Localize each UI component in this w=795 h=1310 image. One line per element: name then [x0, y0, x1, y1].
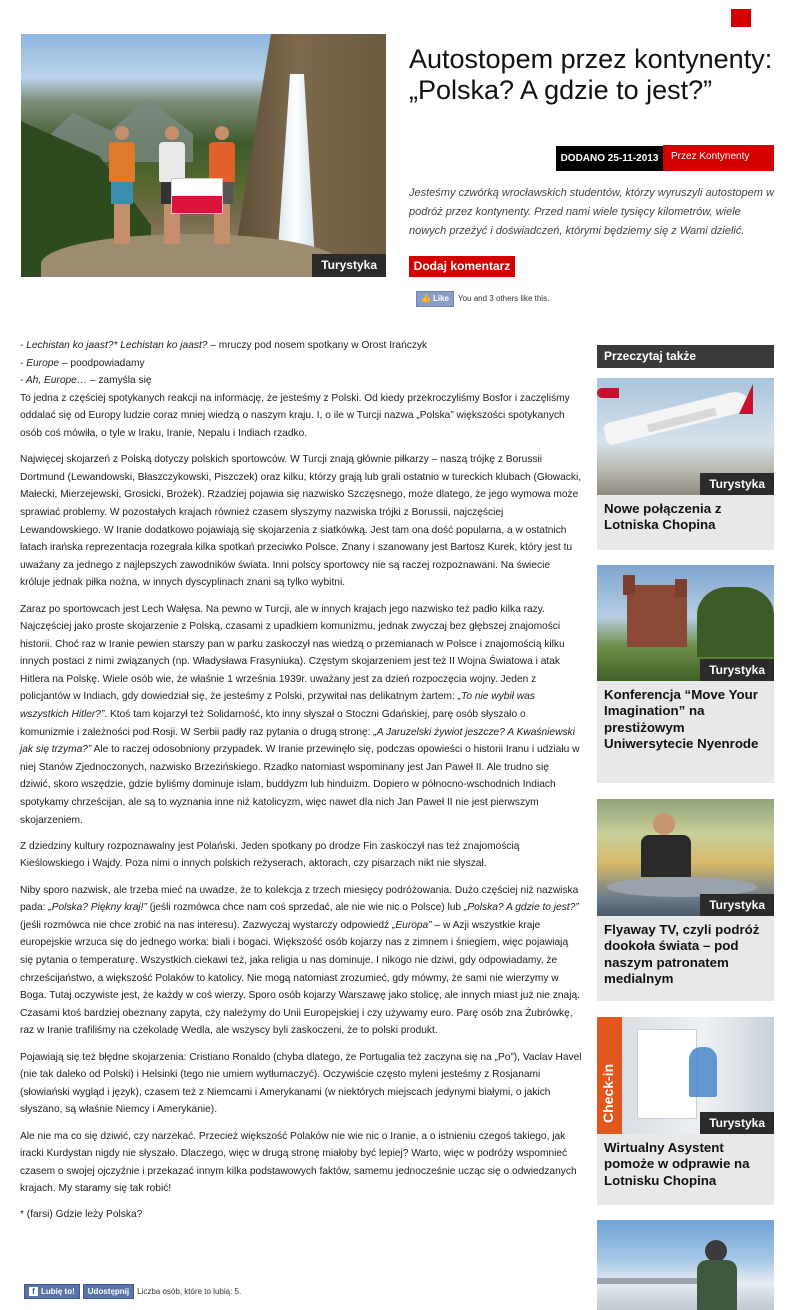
article-paragraph: Pojawiają się też błędne skojarzenia: Cristiano Ronaldo (chyba dlatego, że Portugalia też zaczyna się na „Po”), Vaclav Havel (nie tak daleko od Polski) i Helsinki (tego nie umiem wytłumaczyć). Oczywiście często myleni jesteśmy z Rosjanami (słowiański wygląd i język), czasem też z Niemcami i Amerykanami (w niektórych miejscach jedynymi białymi, o jakich słyszano, są właśnie Niemcy i Amerykanie).	[20, 1051, 582, 1116]
facebook-icon: f	[29, 1287, 38, 1296]
add-comment-button[interactable]: Dodaj komentarz	[409, 256, 515, 277]
sidebar-heading: Przeczytaj także	[597, 345, 774, 368]
related-article-title[interactable]: Flyaway TV, czyli podróż dookoła świata – pod naszym patronatem medialnym	[604, 922, 760, 986]
category-tag[interactable]: Turystyka	[700, 659, 774, 681]
article-hero-image	[21, 34, 386, 277]
airplane-image	[597, 378, 774, 495]
category-tag[interactable]: Turystyka	[700, 473, 774, 495]
category-tag[interactable]: Turystyka	[312, 254, 386, 277]
like-count-text: Liczba osób, które to lubią: 5.	[137, 1287, 242, 1296]
article-title: Autostopem przez kontynenty: „Polska? A gdzie to jest?”	[409, 44, 773, 105]
article-paragraph: Ale nie ma co się dziwić, czy narzekać. Przecież większość Polaków nie wie nic o Iranie, a o istnieniu czegoś takiego, jak iracki Kurdystan nigdy nie słyszało. Dlaczego, więc w drugą stronę miałoby być lepiej? Warto, więc w podróży wspomnieć czasem o swojej ojczyźnie i przekazać innym kilka podstawowych faktów, samemu jednocześnie ucząc się o odwiedzanych krajach. My staramy się tak robić!	[20, 1130, 577, 1195]
related-article-card[interactable]	[597, 378, 774, 550]
related-article-card[interactable]	[597, 799, 774, 1001]
traveler-figure	[109, 126, 135, 246]
category-tag[interactable]: Turystyka	[700, 1112, 774, 1134]
facebook-like-box	[416, 291, 549, 306]
article-paragraph: Najwięcej skojarzeń z Polską dotyczy polskich sportowców. W Turcji znają głównie piłkarzy – naszą trójkę z Borussii Dortmund (Lewandowski, Błaszczykowski, Piszczek) oraz kilku, którzy grają lub grali ostatnio w tureckich klubach (Głowacki, Małecki, Mierzejewski, Grosicki, Brożek). Rzadziej pojawia się nazwisko Szczęsnego, może dlatego, że jego wymowa może sprawiać problemy. W pozostałych krajach również czasem słyszymy nazwiska trójki z Borussii, najczęściej Lewandowskiego. W Iranie dodatkowo pojawiają się skojarzenia z siatkówką. Jest tam ona dość popularna, a w ostatnich latach irańska reprezentacja rozegrała kilka spotkań przeciwko Polsce. Znany i szanowany jest Bartosz Kurek, który jest tu uważany za jednego z najlepszych zawodników świata. Inni polscy sportowcy nie są raczej rozpoznawani. Na świecie króluje jednak piłka nożna, w innych dyscyplinach znani są tylko wybitni.	[20, 454, 582, 589]
article-paragraph: Z dziedziny kultury rozpoznawalny jest Polański. Jeden spotkany po drodze Fin zaskoczył nas też znajomością Kieślowskiego i Wajdy. Poza nimi o innych polskich reżyserach, aktorach, czy pisarzach nikt nie słyszał.	[20, 840, 520, 870]
article-lead: Jesteśmy czwórką wrocławskich studentów, którzy wyruszyli autostopem w podróż przez kontynenty. Przed nami wiele tysięcy kilometrów, wiele nowych przeżyć i doświadczeń, którymi będziemy się z Wami dzielić.	[409, 187, 774, 237]
article-body	[20, 337, 582, 1233]
related-article-card[interactable]	[597, 565, 774, 783]
polish-flag	[171, 178, 223, 214]
article-paragraph: Niby sporo nazwisk, ale trzeba mieć na uwadze, że to kolekcja z trzech miesięcy podróżowania. Dużo częściej niż nazwiska pada: „Polska? Piękny kraj!” (jeśli rozmówca chce nam coś sprzedać, ale nie wie nic o Polsce) lub „Polska? A gdzie to jest?” (jeśli rozmówca nie chce zrobić na nas interesu). Zazwyczaj wystarczy odpowiedź „Europa” – w Azji wszystkie kraje europejskie wrzuca się do jednego worka: biali i bogaci. Większość osób kojarzy nas z zimnem i śniegiem, więc pojawiają się pytania o temperaturę. Wszystkich ciekawi też, jaka religia u nas dominuje. I nikogo nie dziwi, gdy odpowiadamy, że chrześcijaństwo, a większość Polaków to katolicy. Nie mogą natomiast zrozumieć, gdy mówmy, że sami nie wierzymy w Boga. Tutaj oczywiste jest, że każdy w coś wierzy. Sporo osób kojarzy Warszawę jako stolicę, ale innych miast już nie znają. Czasami ktoś bardziej obeznany zapyta, czy należymy do Unii Europejskiej i czy używamy euro. Parę osób zna Żubrówkę, raz w Iranie trafiliśmy na czekoladę Wedla, ale wszyscy byli zaskoczeni, że to polski produkt.	[20, 884, 580, 1037]
share-bar	[24, 1284, 241, 1299]
category-tag[interactable]: Turystyka	[700, 894, 774, 916]
dialogue-line: - Ah, Europe… – zamyśla się	[20, 375, 152, 387]
article-paragraph: Zaraz po sportowcach jest Lech Wałęsa. Na pewno w Turcji, ale w innych krajach jego nazwisko też padło kilka razy. Najczęściej jako proste skojarzenie z Polską, czasami z upadkiem komunizmu, jednak zwyczaj bez głębszej znajomości historii. Choć raz w Iranie pewien starszy pan w parku zaskoczył nas wiedzą o przemianach w Polsce i znajomością kilku innych postaci z nimi związanych (np. Władysława Frasyniuka). Częstym skojarzeniem jest też II Wojna Światowa i atak Hitlera na Polskę. Wiele osób wie, że właśnie 1 września 1939r. uważany jest za dzień rozpoczęcia wojny. Jeden z policjantów w Indiach, gdy dowiedział się, że jesteśmy z Polski, przywitał nas delikatnym żartem: „To nie wybił was wszystkich Hitler?”. Ktoś tam kojarzył też Solidarność, kto inny słyszał o Stoczni Gdańskiej, parę osób słyszało o komunizmie i zależności pod Rosji. W Serbii padły raz pytania o drugą stronę: „A Jaruzelski żywiot jeszcze? A Kwaśniewski jak się trzyma?” Ale to raczej odosobniony przypadek. W Iranie przewinęło się, podczas opowieści o historii Iranu i udziału w niej Stanów Zjednoczonych, nazwisko Brzezińskiego. Rzadko natomiast wspominany jest Jan Paweł II. Ale trudno się dziwić, skoro wszędzie, gdzie byliśmy dominuje islam, buddyzm lub hinduizm. Dopiero w północno-wschodnich Indiach spotykamy chrześcijan, ale są to wyznania inne niż katolicyzm, więc nawet dla nich Jan Paweł II nie jest pierwszym skojarzeniem.	[20, 603, 580, 826]
related-article-card[interactable]	[597, 1017, 774, 1205]
facebook-like-button[interactable]: 👍 Like	[416, 291, 454, 307]
kayak-image	[597, 799, 774, 916]
checkin-image: Check-in Turystyka	[597, 1017, 774, 1134]
related-article-title[interactable]: Konferencja “Move Your Imagination” na prestiżowym Uniwersytecie Nyenrode	[604, 687, 759, 751]
dialogue-line: - Lechistan ko jaast?* Lechistan ko jaast? – mruczy pod nosem spotkany w Orost Irańczyk	[20, 340, 428, 351]
thumbs-up-icon: 👍	[421, 293, 431, 303]
article-category-link[interactable]: Przez Kontynenty	[663, 145, 774, 171]
facebook-share-button[interactable]: Udostępnij	[83, 1284, 134, 1299]
castle-image	[597, 565, 774, 681]
facebook-like-button[interactable]: f Lubię to!	[24, 1284, 80, 1299]
related-article-title[interactable]: Nowe połączenia z Lotniska Chopina	[604, 501, 722, 533]
related-article-title[interactable]: Wirtualny Asystent pomoże w odprawie na Lotnisku Chopina	[604, 1140, 750, 1188]
article-paragraph: To jedna z częściej spotykanych reakcji na informację, że jesteśmy z Polski. Od kiedy przekroczyliśmy Bosfor i zaczęliśmy oddalać się od Europy ludzie coraz mniej wiedzą o naszym kraju. I, o ile w Turcji nazwa „Polska” większości spotykanych osób coś mówiła, o tyle w Iraku, Iranie, Nepalu i Indiach rzadko.	[20, 392, 570, 439]
footnote: * (farsi) Gdzie leży Polska?	[20, 1209, 143, 1221]
like-count-text: You and 3 others like this.	[457, 294, 550, 303]
article-date: DODANO 25-11-2013	[556, 146, 663, 171]
corner-red-square[interactable]	[731, 9, 751, 27]
related-article-card-partial[interactable]	[597, 1220, 774, 1310]
dialogue-line: - Europe – poodpowiadamy	[20, 357, 145, 369]
